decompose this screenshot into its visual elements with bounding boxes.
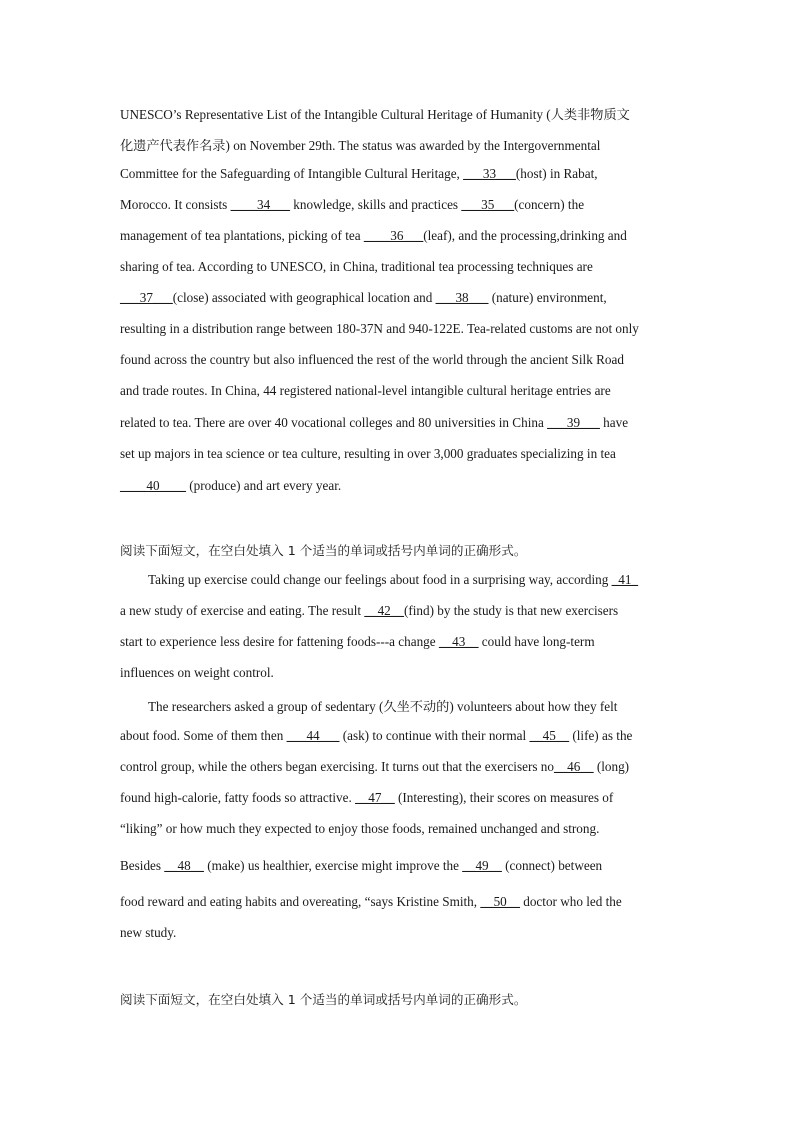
passage1-line-4: Morocco. It consists ____34___ knowledge, skills and practices ___35___(concern) the [120, 197, 585, 212]
passage1-line-5: management of tea plantations, picking of tea ____36___(leaf), and the processing,drinking and [120, 228, 627, 243]
passage1-line-7: ___37___(close) associated with geographical location and ___38___ (nature) environment, [120, 290, 607, 305]
blank-41: _41_ [611, 572, 639, 587]
passage2-p1-line-3: start to experience less desire for fattening foods---a change __43__ could have long-term [120, 634, 595, 649]
passage1-line-9: found across the country but also influenced the rest of the world through the ancient Silk Road [120, 352, 624, 367]
passage1-line-2: 化遗产代表作名录) on November 29th. The status was awarded by the Intergovernmental [120, 138, 601, 153]
blank-37: ___37___ [120, 290, 173, 305]
blank-47: __47__ [355, 790, 395, 805]
passage1-line-11: related to tea. There are over 40 vocational colleges and 80 universities in China ___39___ have [120, 415, 629, 430]
blank-46: __46__ [553, 759, 594, 774]
passage2-p1-line-1: Taking up exercise could change our feelings about food in a surprising way, according _41_ [148, 572, 639, 587]
passage1-line-13: ____40____ (produce) and art every year. [120, 478, 342, 493]
passage1-line-10: and trade routes. In China, 44 registered national-level intangible cultural heritage entries are [120, 383, 611, 398]
passage2-p2-line-3: control group, while the others began exercising. It turns out that the exercisers no__46__ (long) [120, 759, 630, 774]
blank-50: __50__ [480, 894, 520, 909]
blank-49: __49__ [462, 858, 502, 873]
blank-35: ___35___ [461, 197, 515, 212]
passage1-line-3: Committee for the Safeguarding of Intangible Cultural Heritage, ___33___(host) in Rabat, [120, 166, 598, 181]
blank-34: ____34___ [230, 197, 290, 212]
instruction-1: 阅读下面短文，在空白处填入 1 个适当的单词或括号内单词的正确形式。 [120, 543, 527, 558]
passage1-line-6: sharing of tea. According to UNESCO, in China, traditional tea processing techniques are [120, 259, 593, 274]
blank-48: __48__ [164, 858, 204, 873]
instruction-2: 阅读下面短文，在空白处填入 1 个适当的单词或括号内单词的正确形式。 [120, 992, 527, 1007]
blank-40: ____40____ [120, 478, 186, 493]
passage2-p1-line-4: influences on weight control. [120, 665, 274, 680]
blank-39: ___39___ [547, 415, 600, 430]
passage2-p1-line-2: a new study of exercise and eating. The result __42__(find) by the study is that new exercisers [120, 603, 619, 618]
blank-44: ___44___ [286, 728, 340, 743]
blank-33: ___33___ [463, 166, 516, 181]
blank-38: ___38___ [435, 290, 489, 305]
blank-36: ____36___ [363, 228, 424, 243]
passage2-p2-line-2: about food. Some of them then ___44___ (ask) to continue with their normal __45__ (life) as the [120, 728, 633, 743]
passage2-p2-line-6: Besides __48__ (make) us healthier, exercise might improve the __49__ (connect) between [120, 858, 603, 873]
passage1-line-12: set up majors in tea science or tea culture, resulting in over 3,000 graduates specializing in tea [120, 446, 616, 461]
blank-42: __42__ [364, 603, 404, 618]
passage2-p2-line-1: The researchers asked a group of sedentary (久坐不动的) volunteers about how they felt [148, 699, 618, 714]
passage2-p2-line-8: new study. [120, 925, 177, 940]
passage1-line-8: resulting in a distribution range between 180-37N and 940-122E. Tea-related customs are not only [120, 321, 639, 336]
passage2-p2-line-5: “liking” or how much they expected to enjoy those foods, remained unchanged and strong. [120, 821, 600, 836]
passage2-p2-line-4: found high-calorie, fatty foods so attractive. __47__ (Interesting), their scores on measures of [120, 790, 614, 805]
blank-45: __45__ [529, 728, 570, 743]
passage1-line-1: UNESCO’s Representative List of the Intangible Cultural Heritage of Humanity (人类非物质文 [120, 107, 630, 122]
passage2-p2-line-7: food reward and eating habits and overeating, “says Kristine Smith, __50__ doctor who led the [120, 894, 622, 909]
blank-43: __43__ [438, 634, 479, 649]
